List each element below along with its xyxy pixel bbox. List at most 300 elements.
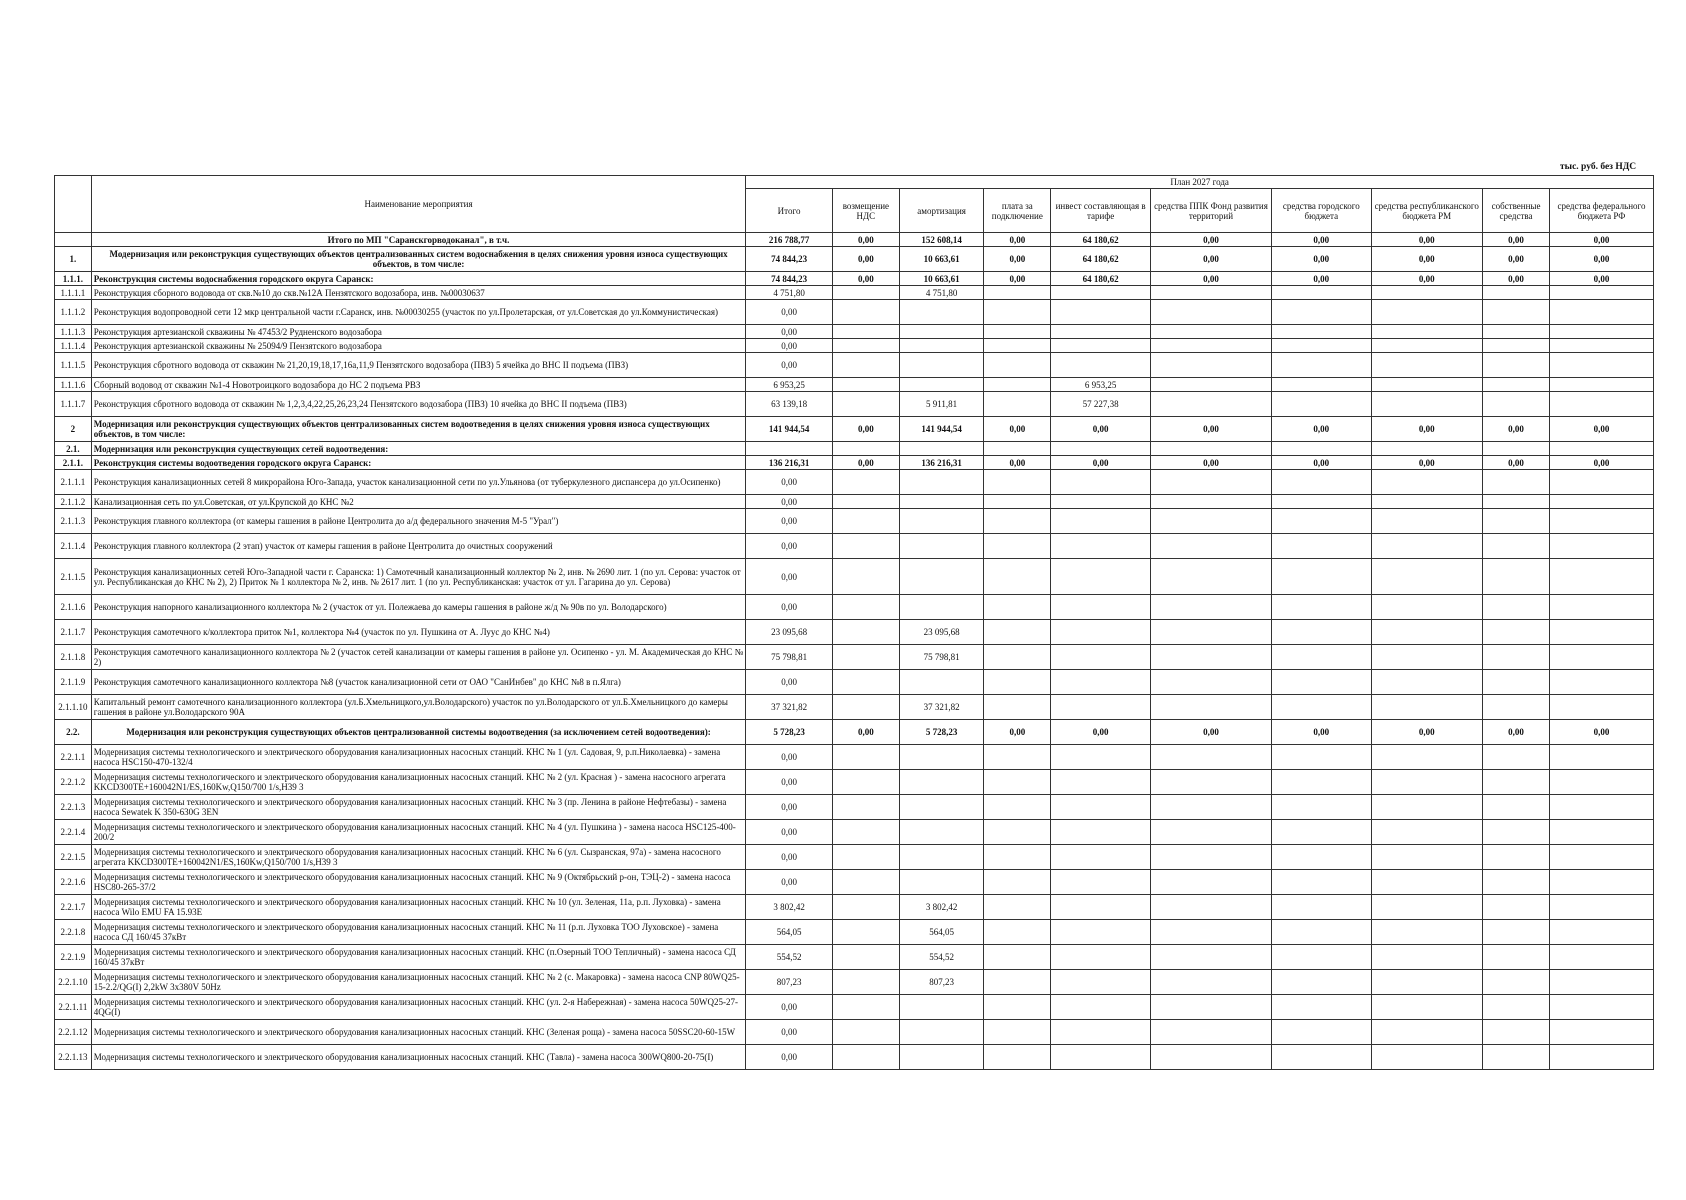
row-value — [1550, 509, 1654, 534]
row-value — [1051, 1020, 1151, 1045]
row-value — [984, 995, 1051, 1020]
row-value — [1272, 945, 1372, 970]
row-value — [1371, 392, 1482, 417]
row-value: 0,00 — [984, 720, 1051, 745]
row-value: 0,00 — [746, 339, 833, 353]
row-value — [832, 392, 899, 417]
row-value — [1550, 695, 1654, 720]
table-row — [55, 995, 1654, 1020]
row-value — [984, 325, 1051, 339]
row-name: Модернизация системы технологического и электрического оборудования канализационных насосных станций. КНС № 2 (ул. Красная ) - замена насосного агрегата KKCD300TE+160042N1/ES,160Kw,Q150/700 1/s,H39 3 — [91, 770, 746, 795]
row-value — [1482, 945, 1549, 970]
row-value: 64 180,62 — [1051, 247, 1151, 272]
row-name: Реконструкция сборного водовода от скв.№10 до скв.№12А Пензятского водозабора, инв. №00030637 — [91, 286, 746, 300]
row-value — [984, 695, 1051, 720]
row-value — [1150, 559, 1271, 595]
header-name: Наименование мероприятия — [91, 176, 746, 233]
row-value — [1550, 353, 1654, 378]
table-row — [55, 970, 1654, 995]
table-row — [55, 286, 1654, 300]
row-name: Модернизация системы технологического и электрического оборудования канализационных насосных станций. КНС № 9 (Октябрьский р-он, ТЭЦ-2) - замена насоса HSC80-265-37/2 — [91, 870, 746, 895]
row-value — [1272, 300, 1372, 325]
row-value — [1272, 845, 1372, 870]
row-value: 64 180,62 — [1051, 233, 1151, 247]
row-value — [899, 795, 983, 820]
row-value: 0,00 — [1150, 233, 1271, 247]
row-value — [1482, 325, 1549, 339]
row-value — [1550, 945, 1654, 970]
row-value — [1550, 495, 1654, 509]
row-value — [1482, 870, 1549, 895]
row-value: 0,00 — [832, 417, 899, 442]
row-name: Реконструкция системы водоснабжения городского округа Саранск: — [91, 272, 746, 286]
row-value — [1482, 970, 1549, 995]
row-value — [1371, 620, 1482, 645]
row-value — [1051, 286, 1151, 300]
row-value — [1550, 995, 1654, 1020]
row-value — [984, 1020, 1051, 1045]
row-value — [1550, 870, 1654, 895]
row-value: 0,00 — [1051, 456, 1151, 470]
row-name: Модернизация системы технологического и электрического оборудования канализационных насосных станций. КНС № 11 (р.п. Луховка ТОО Луховское) - замена насоса СД 160/45 37кВт — [91, 920, 746, 945]
row-value — [1051, 339, 1151, 353]
row-value — [1051, 995, 1151, 1020]
row-value — [899, 339, 983, 353]
row-value — [899, 870, 983, 895]
row-value — [1051, 745, 1151, 770]
row-value — [1272, 770, 1372, 795]
row-value: 0,00 — [746, 325, 833, 339]
row-value — [1371, 495, 1482, 509]
row-code: 1.1.1.7 — [55, 392, 92, 417]
row-value — [832, 495, 899, 509]
row-name: Реконструкция водопроводной сети 12 мкр центральной части г.Саранск, инв. №00030255 (участок по ул.Пролетарская, от ул.Советская до ул.Коммунистическая) — [91, 300, 746, 325]
row-value: 74 844,23 — [746, 247, 833, 272]
row-code: 2.2.1.12 — [55, 1020, 92, 1045]
row-name: Модернизация системы технологического и электрического оборудования канализационных насосных станций. КНС № 1 (ул. Садовая, 9, р.п.Николаевка) - замена насоса HSC150-470-132/4 — [91, 745, 746, 770]
row-value: 0,00 — [1272, 272, 1372, 286]
header-code-cell — [55, 176, 92, 233]
table-row — [55, 247, 1654, 272]
header-col-tariff-invest: инвест составляющая в тарифе — [1051, 189, 1151, 233]
row-value: 0,00 — [984, 233, 1051, 247]
units-note: тыс. руб. без НДС — [1560, 162, 1637, 172]
table-row — [55, 1020, 1654, 1045]
row-value: 4 751,80 — [746, 286, 833, 300]
row-value — [1272, 820, 1372, 845]
row-value — [1150, 620, 1271, 645]
row-name: Реконструкция артезианской скважины № 47453/2 Рудненского водозабора — [91, 325, 746, 339]
row-name: Модернизация или реконструкция существующих сетей водоотведения: — [91, 442, 746, 456]
row-value — [984, 620, 1051, 645]
row-value — [1150, 534, 1271, 559]
row-value — [1272, 595, 1372, 620]
row-name: Модернизация системы технологического и электрического оборудования канализационных насосных станций. КНС № 2 (с. Макаровка) - замена насоса CNP 80WQ25-15-2.2/QG(I) 2,2kW 3x380V 50Hz — [91, 970, 746, 995]
row-value: 6 953,25 — [746, 378, 833, 392]
row-value — [1150, 286, 1271, 300]
row-code: 2.1.1. — [55, 456, 92, 470]
row-value — [1482, 745, 1549, 770]
row-code: 2.2.1.13 — [55, 1045, 92, 1070]
row-value: 0,00 — [984, 456, 1051, 470]
row-value — [1550, 845, 1654, 870]
row-code: 1.1.1. — [55, 272, 92, 286]
row-value: 0,00 — [1550, 417, 1654, 442]
table-row — [55, 339, 1654, 353]
row-value — [1550, 300, 1654, 325]
row-value — [1272, 670, 1372, 695]
row-code: 2.1.1.4 — [55, 534, 92, 559]
row-value — [984, 745, 1051, 770]
row-value — [1371, 795, 1482, 820]
row-value — [1550, 325, 1654, 339]
row-value: 0,00 — [746, 770, 833, 795]
row-code: 1. — [55, 247, 92, 272]
row-value — [1371, 995, 1482, 1020]
table-row — [55, 378, 1654, 392]
row-code: 2.2.1.9 — [55, 945, 92, 970]
row-value — [832, 559, 899, 595]
row-value — [984, 378, 1051, 392]
row-value — [1482, 670, 1549, 695]
row-value — [984, 670, 1051, 695]
row-code: 2.2.1.3 — [55, 795, 92, 820]
row-value — [1051, 559, 1151, 595]
row-name: Модернизация или реконструкция существующих объектов централизованных систем водоснабжения в целях снижения уровня износа существующих объектов, в том числе: — [91, 247, 746, 272]
row-value — [1482, 286, 1549, 300]
row-value — [1371, 920, 1482, 945]
table-row — [55, 620, 1654, 645]
row-value — [899, 495, 983, 509]
row-value — [832, 770, 899, 795]
row-value — [899, 595, 983, 620]
row-value — [1272, 495, 1372, 509]
row-value — [1371, 845, 1482, 870]
row-value: 10 663,61 — [899, 272, 983, 286]
table-row — [55, 595, 1654, 620]
table-row — [55, 470, 1654, 495]
header-col-federal-budget: средства федерального бюджета РФ — [1550, 189, 1654, 233]
row-value — [1482, 620, 1549, 645]
row-value — [1550, 559, 1654, 595]
row-code: 2.1. — [55, 442, 92, 456]
row-name: Реконструкция главного коллектора (от камеры гашения в районе Центролита до а/д федерального значения М-5 "Урал") — [91, 509, 746, 534]
row-value — [1051, 945, 1151, 970]
row-value: 23 095,68 — [746, 620, 833, 645]
table-row — [55, 845, 1654, 870]
row-code: 1.1.1.5 — [55, 353, 92, 378]
table-row — [55, 645, 1654, 670]
row-value — [1150, 595, 1271, 620]
row-value — [832, 286, 899, 300]
row-value — [899, 995, 983, 1020]
row-value — [984, 1045, 1051, 1070]
row-value — [1150, 970, 1271, 995]
row-value: 63 139,18 — [746, 392, 833, 417]
row-code: 2.2.1.7 — [55, 895, 92, 920]
row-value — [984, 353, 1051, 378]
row-value — [1272, 534, 1372, 559]
row-value: 0,00 — [1150, 417, 1271, 442]
header-col-connection-fee: плата за подключение — [984, 189, 1051, 233]
row-value — [1550, 534, 1654, 559]
row-value — [1482, 442, 1549, 456]
row-value — [984, 442, 1051, 456]
row-value — [984, 795, 1051, 820]
row-value: 0,00 — [746, 820, 833, 845]
row-value — [1150, 300, 1271, 325]
row-value — [984, 820, 1051, 845]
row-value — [832, 595, 899, 620]
row-value — [832, 670, 899, 695]
row-value — [1550, 770, 1654, 795]
row-value — [832, 353, 899, 378]
row-value: 0,00 — [746, 353, 833, 378]
row-value — [1371, 509, 1482, 534]
row-value: 0,00 — [1371, 456, 1482, 470]
row-value — [1051, 820, 1151, 845]
row-value — [899, 470, 983, 495]
table-row — [55, 442, 1654, 456]
row-value — [1272, 645, 1372, 670]
header-col-city-budget: средства городского бюджета — [1272, 189, 1372, 233]
row-value — [1550, 470, 1654, 495]
row-value: 0,00 — [832, 247, 899, 272]
row-name: Модернизация системы технологического и электрического оборудования канализационных насосных станций. КНС (ул. 2-я Набережная) - замена насоса 50WQ25-27-4QG(I) — [91, 995, 746, 1020]
row-name: Реконструкция самотечного канализационного коллектора № 2 (участок сетей канализации от камеры гашения в районе ул. Осипенко - ул. М. Академическая до КНС № 2) — [91, 645, 746, 670]
row-value — [1150, 1045, 1271, 1070]
table-row — [55, 392, 1654, 417]
row-value — [984, 595, 1051, 620]
row-value — [1272, 1020, 1372, 1045]
row-value — [1051, 895, 1151, 920]
row-value — [1371, 645, 1482, 670]
row-value — [1272, 895, 1372, 920]
row-value — [1371, 1045, 1482, 1070]
table-row — [55, 353, 1654, 378]
row-value — [1482, 645, 1549, 670]
row-code: 1.1.1.6 — [55, 378, 92, 392]
row-value — [832, 1045, 899, 1070]
row-value: 0,00 — [746, 845, 833, 870]
row-value — [1482, 920, 1549, 945]
row-value: 0,00 — [746, 509, 833, 534]
row-value: 807,23 — [746, 970, 833, 995]
row-value: 0,00 — [984, 272, 1051, 286]
row-value — [1482, 339, 1549, 353]
row-code — [55, 233, 92, 247]
row-value — [1482, 353, 1549, 378]
row-value — [832, 509, 899, 534]
row-value — [1550, 595, 1654, 620]
header-col-vat: возмещение НДС — [832, 189, 899, 233]
row-value — [1150, 845, 1271, 870]
row-value: 0,00 — [746, 870, 833, 895]
row-value — [1371, 339, 1482, 353]
row-value: 0,00 — [1550, 456, 1654, 470]
row-value: 0,00 — [1051, 417, 1151, 442]
row-value — [984, 920, 1051, 945]
row-code: 2.2. — [55, 720, 92, 745]
row-value — [984, 770, 1051, 795]
row-value: 37 321,82 — [746, 695, 833, 720]
row-code: 2.2.1.10 — [55, 970, 92, 995]
row-value — [1272, 795, 1372, 820]
row-value: 216 788,77 — [746, 233, 833, 247]
row-value — [832, 1020, 899, 1045]
row-value — [832, 325, 899, 339]
row-value — [1051, 845, 1151, 870]
table-row — [55, 325, 1654, 339]
row-value — [1272, 378, 1372, 392]
row-value: 0,00 — [1482, 417, 1549, 442]
row-value — [1371, 770, 1482, 795]
row-value — [1051, 795, 1151, 820]
row-value — [1272, 620, 1372, 645]
row-value — [1550, 895, 1654, 920]
row-value: 807,23 — [899, 970, 983, 995]
row-value — [1272, 559, 1372, 595]
row-value: 0,00 — [984, 417, 1051, 442]
row-value: 0,00 — [1272, 456, 1372, 470]
row-name: Итого по МП "Саранскгорводоканал", в т.ч. — [91, 233, 746, 247]
row-value: 0,00 — [1482, 720, 1549, 745]
row-value: 0,00 — [1272, 417, 1372, 442]
row-value — [832, 745, 899, 770]
row-value — [1272, 920, 1372, 945]
row-value: 0,00 — [1371, 233, 1482, 247]
row-value — [1051, 495, 1151, 509]
table-row — [55, 895, 1654, 920]
row-value — [1051, 695, 1151, 720]
row-value — [984, 870, 1051, 895]
plan-table — [54, 175, 1654, 1070]
row-value — [1272, 995, 1372, 1020]
row-value — [1150, 378, 1271, 392]
row-value: 23 095,68 — [899, 620, 983, 645]
table-row — [55, 495, 1654, 509]
row-value: 0,00 — [984, 247, 1051, 272]
row-code: 2.1.1.9 — [55, 670, 92, 695]
row-value — [1272, 470, 1372, 495]
row-value — [1371, 970, 1482, 995]
row-value: 0,00 — [1371, 272, 1482, 286]
row-value — [1550, 620, 1654, 645]
row-value — [1482, 820, 1549, 845]
row-code: 2.1.1.2 — [55, 495, 92, 509]
row-value: 554,52 — [746, 945, 833, 970]
row-value — [832, 970, 899, 995]
row-code: 2 — [55, 417, 92, 442]
row-value: 0,00 — [746, 795, 833, 820]
row-value: 0,00 — [1550, 272, 1654, 286]
row-value: 0,00 — [1482, 233, 1549, 247]
row-value — [1051, 770, 1151, 795]
table-row — [55, 795, 1654, 820]
row-value: 0,00 — [1150, 247, 1271, 272]
row-value — [1051, 1045, 1151, 1070]
row-value: 0,00 — [746, 595, 833, 620]
row-value: 0,00 — [746, 670, 833, 695]
row-value — [1051, 970, 1151, 995]
row-value — [832, 442, 899, 456]
row-value — [1051, 595, 1151, 620]
row-value — [1482, 378, 1549, 392]
header-col-ppk-fund: средства ППК Фонд развития территорий — [1150, 189, 1271, 233]
row-value: 75 798,81 — [899, 645, 983, 670]
row-code: 2.1.1.10 — [55, 695, 92, 720]
row-value — [832, 620, 899, 645]
row-name: Модернизация системы технологического и электрического оборудования канализационных насосных станций. КНС № 3 (пр. Ленина в районе Нефтебазы) - замена насоса Sewatek K 350-630G 3EN — [91, 795, 746, 820]
header-col-total: Итого — [746, 189, 833, 233]
row-value: 0,00 — [832, 720, 899, 745]
row-value: 5 728,23 — [746, 720, 833, 745]
table-row — [55, 770, 1654, 795]
row-value — [1371, 559, 1482, 595]
row-value — [832, 339, 899, 353]
row-value: 5 911,81 — [899, 392, 983, 417]
row-code: 2.2.1.2 — [55, 770, 92, 795]
row-value: 0,00 — [832, 456, 899, 470]
row-code: 2.2.1.11 — [55, 995, 92, 1020]
row-name: Реконструкция сбротного водовода от скважин № 1,2,3,4,22,25,26,23,24 Пензятского водозабора (ПВЗ) 10 ячейка до ВНС II подъема (ПВЗ) — [91, 392, 746, 417]
row-value: 0,00 — [746, 745, 833, 770]
row-value — [1482, 695, 1549, 720]
row-value: 0,00 — [1051, 720, 1151, 745]
row-code: 2.2.1.8 — [55, 920, 92, 945]
row-value — [1051, 325, 1151, 339]
row-value — [1482, 770, 1549, 795]
row-value — [1550, 378, 1654, 392]
row-value — [899, 442, 983, 456]
row-value: 0,00 — [1482, 247, 1549, 272]
row-value — [1482, 559, 1549, 595]
row-value — [1371, 534, 1482, 559]
row-value: 3 802,42 — [899, 895, 983, 920]
row-value — [1150, 509, 1271, 534]
row-name: Модернизация системы технологического и электрического оборудования канализационных насосных станций. КНС (п.Озерный ТОО Тепличный) - замена насоса СД 160/45 37кВт — [91, 945, 746, 970]
row-value — [1371, 378, 1482, 392]
row-value — [1371, 1020, 1482, 1045]
row-value — [832, 945, 899, 970]
row-value — [899, 559, 983, 595]
row-value — [1051, 870, 1151, 895]
row-value — [984, 300, 1051, 325]
table-row — [55, 920, 1654, 945]
table-row — [55, 1045, 1654, 1070]
row-value — [1371, 670, 1482, 695]
table-row — [55, 509, 1654, 534]
row-value — [1272, 339, 1372, 353]
row-value — [832, 845, 899, 870]
row-value — [832, 300, 899, 325]
row-value: 0,00 — [1371, 247, 1482, 272]
row-value — [1150, 945, 1271, 970]
row-value — [899, 1045, 983, 1070]
row-value — [1051, 670, 1151, 695]
row-value — [1371, 470, 1482, 495]
row-value — [899, 378, 983, 392]
row-value: 3 802,42 — [746, 895, 833, 920]
row-value — [984, 392, 1051, 417]
row-value: 0,00 — [1150, 720, 1271, 745]
row-value: 64 180,62 — [1051, 272, 1151, 286]
table-row — [55, 559, 1654, 595]
table-row — [55, 870, 1654, 895]
row-value — [1482, 795, 1549, 820]
row-value — [1371, 695, 1482, 720]
row-value — [1371, 353, 1482, 378]
